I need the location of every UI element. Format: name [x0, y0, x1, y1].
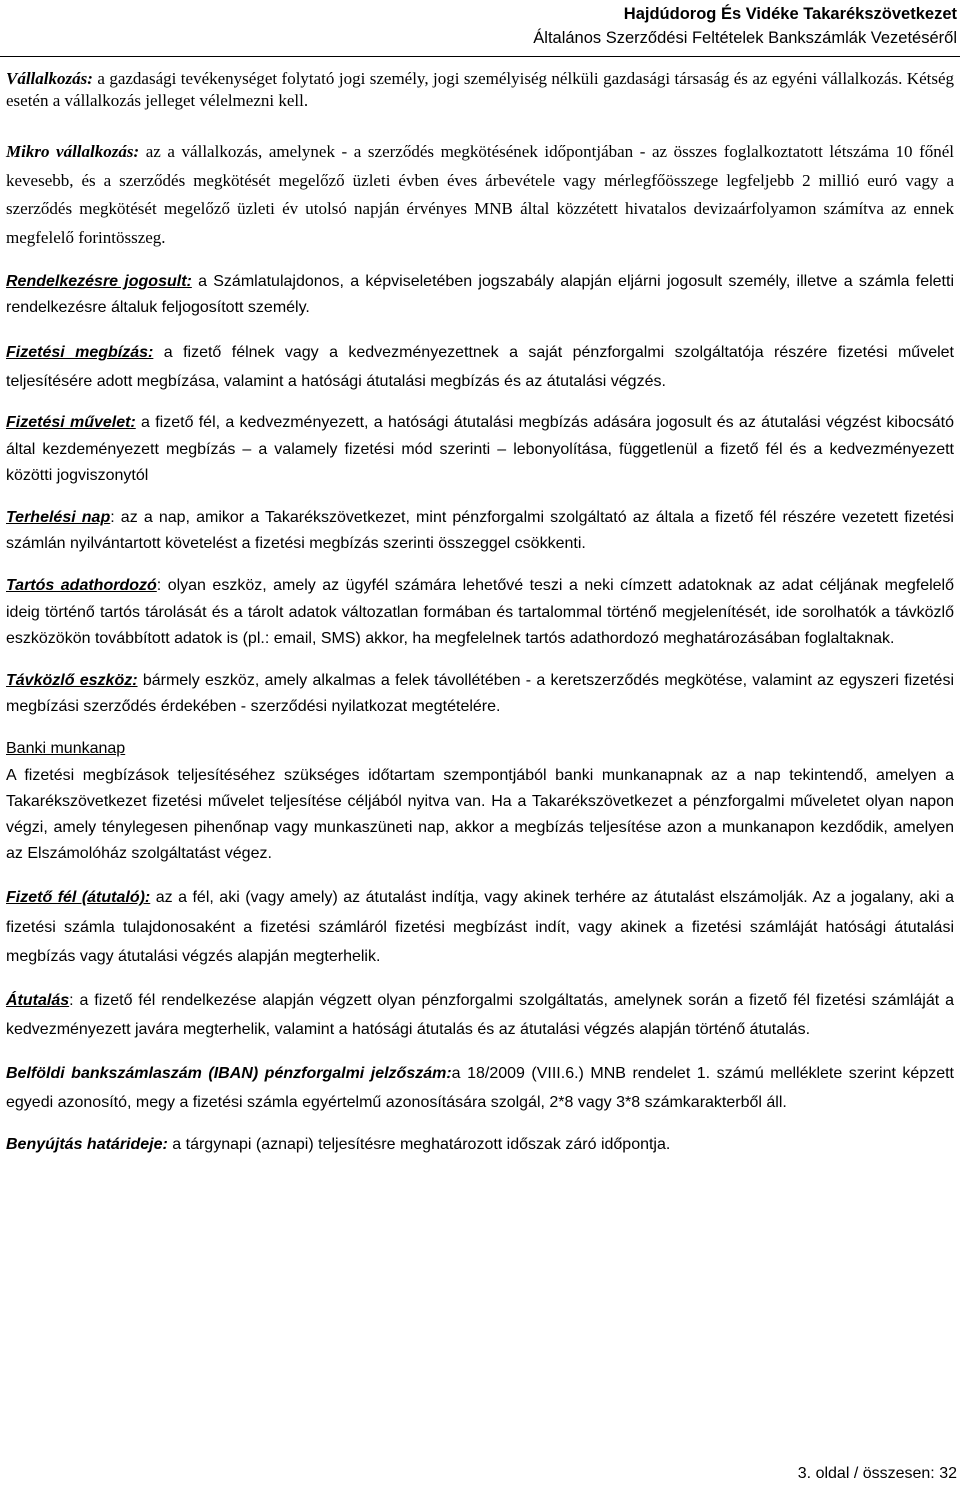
definition-text: : az a nap, amikor a Takarékszövetkezet, mint pénzforgalmi szolgáltató az általa a fizető fél részére vezetett fizetési számlán nyilvántartott követelést a fizetési megbízás szerinti összeggel csökkenti. — [6, 509, 954, 553]
definition-fizeto-fel — [6, 883, 954, 972]
definition-tartos-adathordozo — [6, 573, 954, 652]
definition-vallalkozas — [6, 68, 954, 112]
definition-text: az a fél, aki (vagy amely) az átutalást indítja, vagy akinek terhére az átutalást elszámolják. Az a jogalany, aki a fizetési számla tulajdonosaként a fizetési számláról fizetési megbízást indít, vagy akinek a fizetési számláját hatósági átutalási megbízás vagy átutalási végzés alapján megterhelik. — [6, 889, 954, 966]
definition-text: a 18/2009 (VIII.6.) MNB rendelet 1. számú melléklete szerint képzett egyedi azonosító, megy a fizetési számla egyértelmű azonosítására szolgál, 2*8 vagy 3*8 számkarakterből áll. — [6, 1064, 955, 1112]
definition-text: az a vállalkozás, amelynek - a szerződés megkötésének időpontjában - az összes foglalkoztatott létszáma 10 főnél kevesebb, és a szerződés megkötését megelőző üzleti évben éves árbevétele vagy mérlegfőösszege legfeljebb 2 millió euró vagy a szerződés megkötését megelőző üzleti év utolsó napján érvényes MNB által közzétett hivatalos devizaárfolyamon számítva az ennek megfelelő forintösszeg. — [6, 142, 954, 247]
definition-term: Távközlő eszköz: — [6, 672, 138, 690]
definition-term: Átutalás — [6, 991, 70, 1009]
definition-heading — [6, 736, 954, 762]
organization-name: Hajdúdorog És Vidéke Takarékszövetkezet — [623, 5, 957, 23]
definition-fizetesi-megbizas — [6, 338, 954, 396]
definition-belfoldi-bankszamlaszam — [6, 1059, 954, 1118]
header-divider — [0, 56, 960, 57]
definition-term: Fizetési megbízás: — [6, 344, 154, 362]
definition-text: a Számlatulajdonos, a képviseletében jogszabály alapján eljárni jogosult személy, illetve a számla feletti rendelkezésre általuk feljogosított személy. — [6, 273, 955, 317]
definition-term: Vállalkozás: — [6, 69, 93, 88]
definition-text: a fizető fél, a kedvezményezett, a hatósági átutalási megbízás adására jogosult és az átutalási végzést kibocsátó által kezdeményezett megbízás – a valamely fizetési mód szerinti – lebonyolítása, függetlenül a fizető fél és a kedvezményezett közötti jogviszonytól — [6, 414, 954, 484]
definition-terhelesi-nap — [6, 505, 954, 557]
definition-banki-munkanap — [6, 736, 954, 867]
definition-term: Tartós adathordozó — [6, 577, 157, 595]
definition-term: Fizetési művelet: — [6, 414, 136, 432]
definition-atutalas — [6, 986, 954, 1045]
definition-term: Belföldi bankszámlaszám (IBAN) pénzforgalmi jelzőszám: — [6, 1064, 452, 1082]
page-header — [533, 2, 957, 50]
definition-tavkozlo-eszkoz — [6, 668, 954, 720]
definition-term: Rendelkezésre jogosult: — [6, 273, 192, 290]
definition-fizetesi-muvelet — [6, 410, 954, 489]
definition-term: Mikro vállalkozás: — [6, 142, 140, 161]
definition-text: a fizető félnek vagy a kedvezményezettnek a saját pénzforgalmi szolgáltatója részére fizetési művelet teljesítésére adott megbízása, valamint a hatósági átutalási megbízás és az átutalási végzés. — [6, 344, 955, 391]
page-number: 3. oldal / összesen: 32 — [797, 1465, 957, 1482]
definition-text: : olyan eszköz, amely az ügyfél számára lehetővé teszi a neki címzett adatoknak az adat céljának megfelelő ideig történő tartós tárolását és a tárolt adatok változatlan formában és tartalommal történő megjelenítését, ide sorolhatók a távközlő eszközökön továbbított adatok is (pl.: email, SMS) akkor, ha megfelelnek tartós adathordozó meghatározásában foglaltaknak. — [6, 577, 955, 647]
definition-text: a tárgynapi (aznapi) teljesítésre meghatározott időszak záró időpontja. — [167, 1135, 671, 1153]
definition-term: Terhelési nap — [6, 509, 111, 527]
document-body — [6, 68, 954, 1158]
definition-benyujtas-hatarideje — [6, 1132, 954, 1158]
definition-text: bármely eszköz, amely alkalmas a felek távollétében - a keretszerződés megkötése, valamint az egyszeri fizetési megbízási szerződés érdekében - szerződési nyilatkozat megtételére. — [6, 672, 955, 716]
definition-term: Fizető fél (átutaló): — [6, 889, 151, 907]
document-title: Általános Szerződési Feltételek Bankszámlák Vezetéséről — [533, 29, 957, 47]
definition-mikro-vallalkozas — [6, 138, 954, 252]
definition-text: a gazdasági tevékenységet folytató jogi személy, jogi személyiség nélküli gazdasági társaság és az egyéni vállalkozás. Kétség esetén a vállalkozás jelleget vélelmezni kell. — [6, 69, 954, 110]
definition-text: : a fizető fél rendelkezése alapján végzett olyan pénzforgalmi szolgáltatás, amelynek során a fizető fél fizetési számláját a kedvezményezett javára megterhelik, valamint a hatósági átutalás és az átutalási végzés alapján történő átutalás. — [6, 991, 954, 1039]
definition-rendelkezesre-jogosult — [6, 269, 954, 321]
definition-term: Benyújtás határideje: — [6, 1135, 168, 1153]
definition-text: A fizetési megbízások teljesítéséhez szükséges időtartam szempontjából banki munkanapnak az a nap tekintendő, amelyen a Takarékszövetkezet fizetési művelet teljesítése céljából nyitva van. Ha a Takarékszövetkezet a pénzforgalmi műveletet olyan napon végzi, amely ténylegesen pihenőnap vagy munkaszüneti nap, akkor a megbízás teljesítése azon a munkanapon kezdődik, amelyen az Elszámolóház szolgáltatást végez. — [6, 766, 954, 863]
definition-term: Banki munkanap — [6, 740, 126, 758]
